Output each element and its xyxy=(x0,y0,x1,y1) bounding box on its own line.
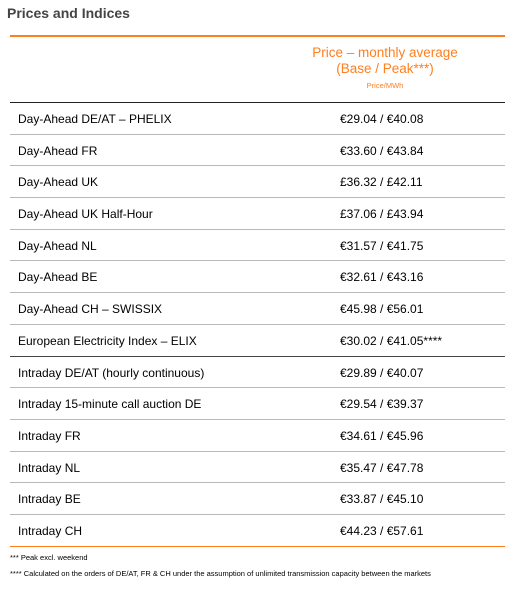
market-price: €33.60 / €43.84 xyxy=(340,143,424,158)
market-price: €35.47 / €47.78 xyxy=(340,460,424,475)
market-name: Day-Ahead UK Half-Hour xyxy=(18,207,153,222)
market-name: Day-Ahead FR xyxy=(18,143,98,158)
market-price: €32.61 / €43.16 xyxy=(340,270,424,285)
market-price: €44.23 / €57.61 xyxy=(340,523,424,538)
market-name: Day-Ahead NL xyxy=(18,238,97,253)
market-name: Intraday NL xyxy=(18,460,81,475)
footnote-peak: *** Peak excl. weekend xyxy=(10,553,88,562)
table-body xyxy=(10,103,505,547)
footnote-elix: **** Calculated on the orders of DE/AT, FR & CH under the assumption of unlimited transmission capacity between the markets xyxy=(10,569,431,578)
market-name: Day-Ahead UK xyxy=(18,175,99,190)
market-price: €33.87 / €45.10 xyxy=(340,492,424,507)
footnotes xyxy=(10,550,515,582)
table-header xyxy=(10,37,505,103)
table-row xyxy=(10,293,505,325)
market-name: Day-Ahead DE/AT – PHELIX xyxy=(18,112,172,126)
market-price: £37.06 / £43.94 xyxy=(340,207,424,222)
market-name: Intraday DE/AT (hourly continuous) xyxy=(18,365,205,380)
market-price: €29.04 / €40.08 xyxy=(340,112,424,126)
market-price: £36.32 / £42.11 xyxy=(340,175,423,190)
market-price: €34.61 / €45.96 xyxy=(340,428,424,443)
table-row xyxy=(10,103,505,135)
table-row xyxy=(10,198,505,230)
market-price: €31.57 / €41.75 xyxy=(340,238,424,253)
market-name: Intraday 15-minute call auction DE xyxy=(18,397,202,412)
price-header-subtitle: (Base / Peak***) xyxy=(336,61,434,76)
page-title: Prices and Indices xyxy=(7,5,130,21)
table-row xyxy=(10,388,505,420)
table-row xyxy=(10,230,505,262)
market-price: €29.89 / €40.07 xyxy=(340,365,424,380)
market-name: European Electricity Index – ELIX xyxy=(18,333,197,348)
table-row xyxy=(10,452,505,484)
table-row xyxy=(10,135,505,167)
market-name: Intraday CH xyxy=(18,523,83,538)
table-row xyxy=(10,325,505,357)
prices-table xyxy=(10,35,505,547)
market-price: €30.02 / €41.05**** xyxy=(340,333,443,348)
market-name: Intraday BE xyxy=(18,492,81,507)
market-name: Day-Ahead CH – SWISSIX xyxy=(18,302,163,317)
market-price: €29.54 / €39.37 xyxy=(340,397,424,412)
price-column-header xyxy=(265,45,505,92)
price-header-unit: Price/MWh xyxy=(366,81,404,90)
table-row xyxy=(10,515,505,547)
market-price: €45.98 / €56.01 xyxy=(340,302,424,317)
table-row xyxy=(10,420,505,452)
table-row xyxy=(10,357,505,389)
table-row xyxy=(10,166,505,198)
market-name: Day-Ahead BE xyxy=(18,270,98,285)
table-row xyxy=(10,261,505,293)
price-header-title: Price – monthly average xyxy=(312,45,458,60)
market-name: Intraday FR xyxy=(18,428,81,443)
table-row xyxy=(10,483,505,515)
